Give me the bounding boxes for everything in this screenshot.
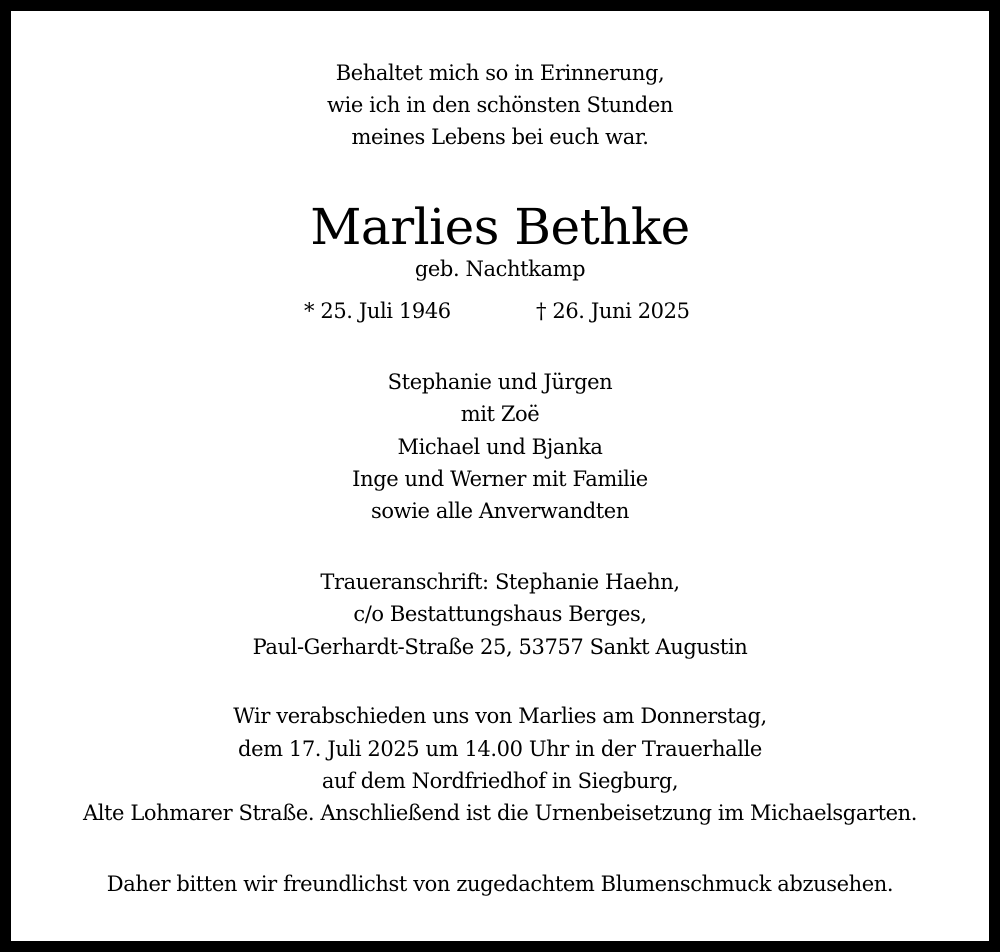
- ceremony-line: Wir verabschieden uns von Marlies am Donnerstag,: [233, 704, 767, 728]
- birth-date: * 25. Juli 1946: [304, 299, 451, 323]
- motto-line: Behaltet mich so in Erinnerung,: [335, 61, 665, 85]
- ceremony-line: auf dem Nordfriedhof in Siegburg,: [321, 769, 679, 793]
- mourner-line: sowie alle Anverwandten: [371, 499, 629, 523]
- mourner-line: mit Zoë: [460, 402, 540, 426]
- address-line: c/o Bestattungshaus Berges,: [353, 602, 647, 626]
- life-dates: [11, 294, 989, 328]
- deceased-name: Marlies Bethke: [310, 198, 690, 256]
- ceremony-line: Alte Lohmarer Straße. Anschließend ist die Urnenbeisetzung im Michaelsgarten.: [82, 801, 918, 825]
- closing-note: Daher bitten wir freundlichst von zugedachtem Blumenschmuck abzusehen.: [106, 872, 894, 896]
- death-date: † 26. Juni 2025: [536, 299, 690, 323]
- address-line: Traueranschrift: Stephanie Haehn,: [320, 570, 680, 594]
- address-line: Paul-Gerhardt-Straße 25, 53757 Sankt Augustin: [252, 635, 748, 659]
- ceremony-line: dem 17. Juli 2025 um 14.00 Uhr in der Trauerhalle: [238, 737, 762, 761]
- mourner-line: Michael und Bjanka: [397, 435, 603, 459]
- motto-line: meines Lebens bei euch war.: [351, 125, 649, 149]
- birth-name: geb. Nachtkamp: [414, 257, 586, 281]
- motto-line: wie ich in den schönsten Stunden: [326, 93, 673, 117]
- mourner-line: Stephanie und Jürgen: [387, 370, 613, 394]
- mourner-line: Inge und Werner mit Familie: [352, 467, 648, 491]
